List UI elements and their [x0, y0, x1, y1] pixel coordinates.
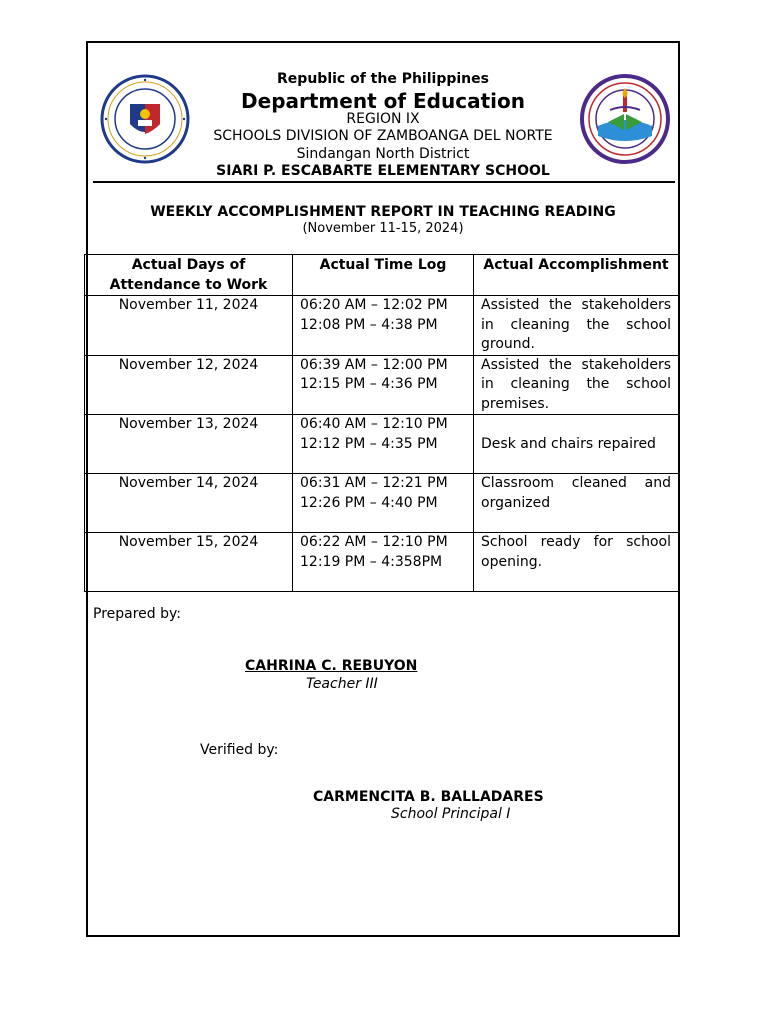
accomplishment: Classroom cleaned and organized	[474, 474, 679, 533]
accomplishment-table	[84, 254, 679, 592]
table-header-row	[85, 255, 679, 296]
header-divider	[93, 181, 675, 183]
report-period: (November 11-15, 2024)	[302, 221, 464, 236]
accomplishment	[474, 415, 679, 474]
attendance-date: November 12, 2024	[85, 355, 293, 415]
time-log-am: 06:31 AM – 12:21 PM	[300, 475, 448, 491]
time-log	[293, 296, 474, 356]
republic-heading: Republic of the Philippines	[277, 71, 489, 87]
attendance-date: November 14, 2024	[85, 474, 293, 533]
time-log	[293, 474, 474, 533]
division-heading: SCHOOLS DIVISION OF ZAMBOANGA DEL NORTE	[213, 128, 553, 144]
attendance-date: November 15, 2024	[85, 533, 293, 592]
time-log	[293, 533, 474, 592]
time-log-am: 06:40 AM – 12:10 PM	[300, 416, 448, 432]
verified-by-label: Verified by:	[200, 742, 279, 758]
accomplishment: Assisted the stakeholders in cleaning the school ground.	[474, 296, 679, 356]
preparer-name: CAHRINA C. REBUYON	[245, 658, 418, 674]
department-heading: Department of Education	[241, 89, 525, 113]
table-row	[85, 296, 679, 356]
time-log	[293, 415, 474, 474]
column-header-attendance: Actual Days of Attendance to Work	[85, 255, 293, 296]
region-heading: REGION IX	[346, 111, 420, 127]
verifier-position: School Principal I	[391, 806, 511, 822]
time-log-pm: 12:19 PM – 4:358PM	[300, 553, 443, 570]
preparer-position: Teacher III	[306, 676, 378, 692]
table-row	[85, 474, 679, 533]
accomplishment: Assisted the stakeholders in cleaning the school premises.	[474, 355, 679, 415]
table-row	[85, 415, 679, 474]
time-log-am: 06:39 AM – 12:00 PM	[300, 356, 448, 373]
time-log-am: 06:20 AM – 12:02 PM	[300, 297, 448, 313]
prepared-by-label: Prepared by:	[93, 606, 181, 622]
column-header-accomplishment: Actual Accomplishment	[474, 255, 679, 296]
table-row	[85, 533, 679, 592]
column-header-time-log: Actual Time Log	[293, 255, 474, 296]
time-log-pm: 12:15 PM – 4:36 PM	[300, 376, 438, 392]
time-log-pm: 12:12 PM – 4:35 PM	[300, 435, 438, 452]
accomplishment: School ready for school opening.	[474, 533, 679, 592]
time-log-pm: 12:08 PM – 4:38 PM	[300, 316, 438, 333]
time-log	[293, 355, 474, 415]
time-log-am: 06:22 AM – 12:10 PM	[300, 534, 448, 550]
table-row	[85, 355, 679, 415]
time-log-pm: 12:26 PM – 4:40 PM	[300, 494, 438, 511]
district-heading: Sindangan North District	[296, 146, 470, 162]
report-title: WEEKLY ACCOMPLISHMENT REPORT IN TEACHING READING	[150, 204, 616, 220]
verifier-name: CARMENCITA B. BALLADARES	[313, 789, 544, 805]
accomplishment-text: Desk and chairs repaired	[481, 435, 656, 452]
attendance-date: November 11, 2024	[85, 296, 293, 356]
school-heading: SIARI P. ESCABARTE ELEMENTARY SCHOOL	[216, 163, 550, 179]
attendance-date: November 13, 2024	[85, 415, 293, 474]
